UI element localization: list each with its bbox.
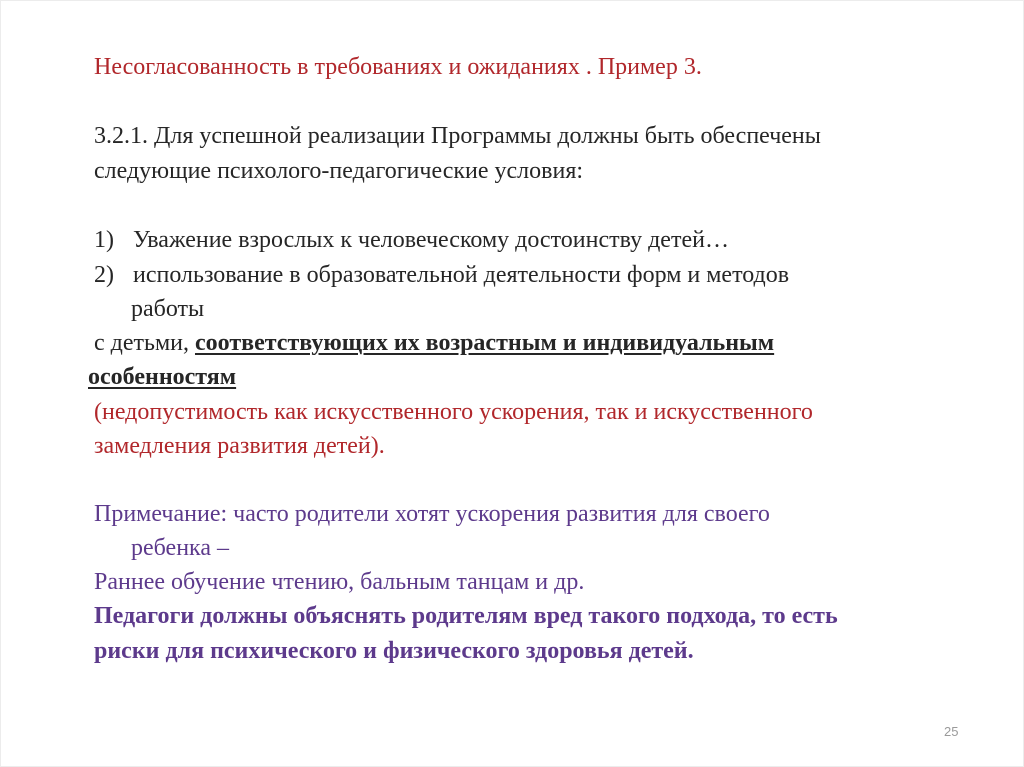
remark-bold-line-1: Педагоги должны объяснять родителям вред такого подхода, то есть	[94, 603, 838, 629]
emphasis-features: особенностям	[88, 364, 237, 390]
list-item-2-text-line-1: использование в образовательной деятельности форм и методов	[133, 262, 790, 288]
list-item-2-number: 2)	[94, 262, 114, 288]
remark-line-2: ребенка –	[131, 535, 229, 561]
list-item-1-number: 1)	[94, 227, 114, 253]
remark-line-3: Раннее обучение чтению, бальным танцам и др.	[94, 569, 585, 595]
continuation-prefix: с детьми,	[94, 330, 195, 356]
list-item-2-text-line-2: работы	[131, 296, 205, 322]
clause-line-2: следующие психолого-педагогические условия:	[94, 158, 584, 184]
page-number: 25	[944, 724, 959, 739]
note-line-2: замедления развития детей).	[94, 433, 385, 459]
list-item-1-text: Уважение взрослых к человеческому достоинству детей…	[133, 227, 729, 253]
note-line-1: (недопустимость как искусственного ускорения, так и искусственного	[94, 399, 813, 425]
remark-bold-line-2: риски для психического и физического здоровья детей.	[94, 638, 694, 664]
list-item-2-continuation	[94, 328, 774, 358]
list-item-2-continuation-2	[88, 362, 236, 392]
clause-line-1: 3.2.1. Для успешной реализации Программы должны быть обеспечены	[94, 123, 821, 149]
slide-title: Несогласованность в требованиях и ожиданиях . Пример 3.	[94, 54, 702, 80]
emphasis-age-individual: соответствующих их возрастным и индивидуальным	[194, 330, 775, 356]
remark-line-1: Примечание: часто родители хотят ускорения развития для своего	[94, 501, 770, 527]
